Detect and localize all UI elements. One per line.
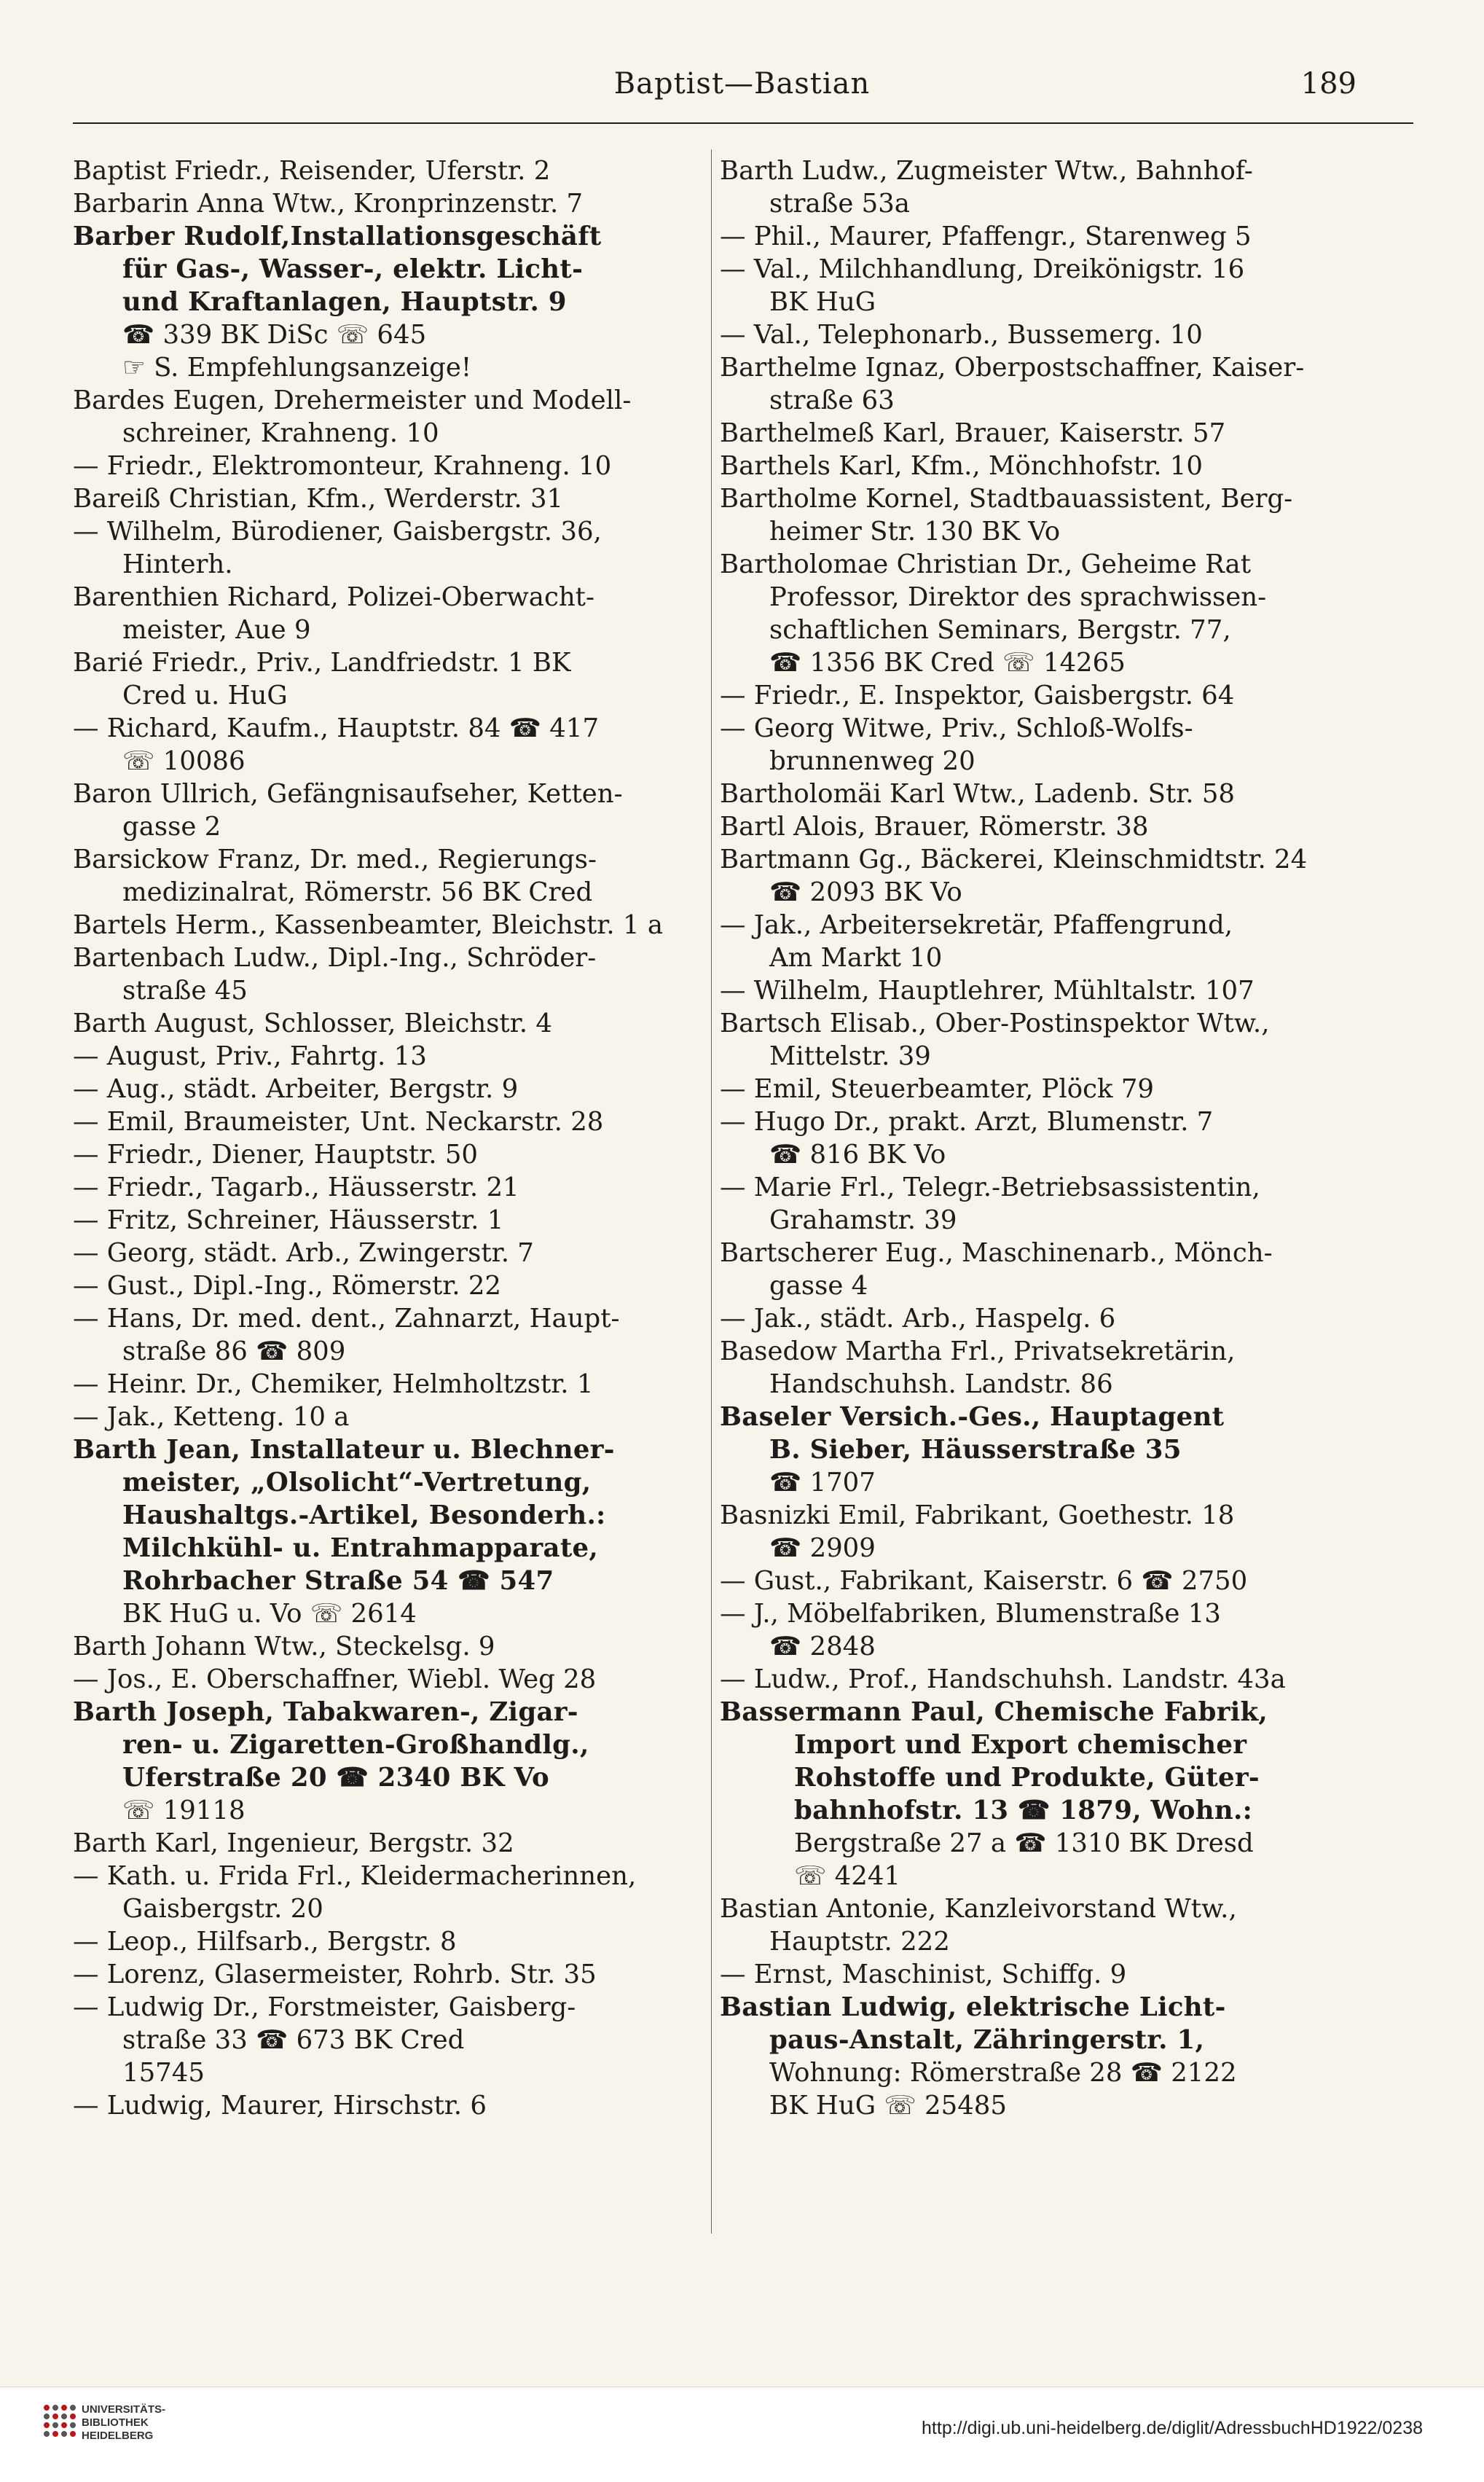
directory-entry-line: brunnenweg 20 [769,746,975,776]
directory-entry-line: Bastian Antonie, Kanzleivorstand Wtw., [720,1894,1237,1924]
directory-entry-line: ☎ 2909 [769,1533,876,1563]
directory-entry-line: Baron Ullrich, Gefängnisaufseher, Ketten- [73,779,623,809]
directory-entry-line: Baseler Versich.-Ges., Hauptagent [720,1402,1225,1432]
directory-entry-line: — Friedr., Diener, Hauptstr. 50 [73,1140,479,1170]
directory-entry-line: — Wilhelm, Hauptlehrer, Mühltalstr. 107 [720,976,1255,1006]
directory-entry-line: Barsickow Franz, Dr. med., Regierungs- [73,845,597,874]
directory-entry-line: Milchkühl- u. Entrahmapparate, [122,1533,599,1563]
directory-entry-line: Bartholomae Christian Dr., Geheime Rat [720,549,1251,579]
directory-entry-line: schreiner, Krahneng. 10 [122,418,439,448]
directory-entry-line: und Kraftanlagen, Hauptstr. 9 [122,287,567,317]
header-rule [73,122,1413,124]
directory-entry-line: Bastian Ludwig, elektrische Licht- [720,1992,1226,2022]
directory-entry-line: Barthelmeß Karl, Brauer, Kaiserstr. 57 [720,418,1226,448]
directory-entry-line: ☏ 4241 [794,1861,901,1891]
directory-entry-line: Barth Johann Wtw., Steckelsg. 9 [73,1632,495,1661]
directory-entry-line: Baptist Friedr., Reisender, Uferstr. 2 [73,156,551,186]
library-name-line: UNIVERSITÄTS- [82,2403,166,2416]
directory-entry-line: Barber Rudolf,Installationsgeschäft [73,222,602,251]
directory-entry-line: für Gas-, Wasser-, elektr. Licht- [122,254,584,284]
directory-entry-line: ☎ 1707 [769,1468,876,1498]
directory-entry-line: Professor, Direktor des sprachwissen- [769,582,1267,612]
directory-entry-line: — Lorenz, Glasermeister, Rohrb. Str. 35 [73,1960,597,1989]
directory-entry-line: — Jos., E. Oberschaffner, Wiebl. Weg 28 [73,1664,597,1694]
directory-entry-line: gasse 2 [122,812,221,842]
directory-entry-line: — Hugo Dr., prakt. Arzt, Blumenstr. 7 [720,1107,1214,1137]
directory-entry-line: — Friedr., Elektromonteur, Krahneng. 10 [73,451,612,481]
directory-entry-line: Basedow Martha Frl., Privatsekretärin, [720,1336,1236,1366]
directory-entry-line: B. Sieber, Häusserstraße 35 [769,1435,1182,1465]
directory-entry-line: — Val., Milchhandlung, Dreikönigstr. 16 [720,254,1245,284]
directory-entry-line: — Richard, Kaufm., Hauptstr. 84 ☎ 417 [73,713,600,743]
directory-entry-line: Rohrbacher Straße 54 ☎ 547 [122,1566,554,1596]
directory-entry-line: — Val., Telephonarb., Bussemerg. 10 [720,320,1203,350]
directory-entry-line: — Georg, städt. Arb., Zwingerstr. 7 [73,1238,534,1268]
directory-entry-line: Am Markt 10 [769,943,943,973]
directory-entry-line: — Gust., Dipl.-Ing., Römerstr. 22 [73,1271,502,1301]
directory-entry-line: heimer Str. 130 BK Vo [769,517,1061,547]
directory-entry-line: — Ludw., Prof., Handschuhsh. Landstr. 43a [720,1664,1286,1694]
directory-entry-line: BK HuG [769,287,876,317]
page-header [0,67,1484,111]
directory-entry-line: Bartmann Gg., Bäckerei, Kleinschmidtstr. 24 [720,845,1308,874]
directory-entry-line: Uferstraße 20 ☎ 2340 BK Vo [122,1763,550,1793]
directory-entry-line: BK HuG ☏ 25485 [769,2091,1007,2121]
directory-entry-line: — August, Priv., Fahrtg. 13 [73,1041,427,1071]
running-head: Baptist—Bastian [613,67,871,101]
directory-entry-line: — Leop., Hilfsarb., Bergstr. 8 [73,1927,457,1957]
directory-entry-line: — Friedr., Tagarb., Häusserstr. 21 [73,1173,519,1202]
directory-entry-line: Gaisbergstr. 20 [122,1894,323,1924]
directory-entry-line: — J., Möbelfabriken, Blumenstraße 13 [720,1599,1221,1629]
directory-entry-line: meister, Aue 9 [122,615,311,645]
directory-entry-line: — Ernst, Maschinist, Schiffg. 9 [720,1960,1127,1989]
directory-entry-line: BK HuG u. Vo ☏ 2614 [122,1599,417,1629]
directory-entry-line: — Georg Witwe, Priv., Schloß-Wolfs- [720,713,1193,743]
directory-entry-line: medizinalrat, Römerstr. 56 BK Cred [122,877,593,907]
directory-entry-line: straße 53a [769,189,910,219]
directory-entry-line: ren- u. Zigaretten-Großhandlg., [122,1730,589,1760]
directory-entry-line: Cred u. HuG [122,681,288,710]
library-logo-icon [41,2402,76,2437]
directory-entry-line: Basnizki Emil, Fabrikant, Goethestr. 18 [720,1500,1235,1530]
directory-entry-line: Bartels Herm., Kassenbeamter, Bleichstr. 1 a [73,910,663,940]
directory-entry-line: Handschuhsh. Landstr. 86 [769,1369,1113,1399]
directory-entry-line: Barth August, Schlosser, Bleichstr. 4 [73,1009,552,1038]
directory-entry-line: paus-Anstalt, Zähringerstr. 1, [769,2025,1205,2055]
directory-entry-line: Grahamstr. 39 [769,1205,957,1235]
directory-entry-line: Barbarin Anna Wtw., Kronprinzenstr. 7 [73,189,584,219]
source-url[interactable]: http://digi.ub.uni-heidelberg.de/diglit/AdressbuchHD1922/0238 [922,2418,1423,2438]
directory-entry-line: Barth Jean, Installateur u. Blechner- [73,1435,615,1465]
directory-entry-line: ☏ 10086 [122,746,246,776]
directory-entry-line: Rohstoffe und Produkte, Güter- [794,1763,1260,1793]
directory-entry-line: — Hans, Dr. med. dent., Zahnarzt, Haupt- [73,1304,620,1334]
directory-entry-line: bahnhofstr. 13 ☎ 1879, Wohn.: [794,1796,1253,1825]
directory-entry-line: — Ludwig Dr., Forstmeister, Gaisberg- [73,1992,576,2022]
directory-entry-line: — Emil, Braumeister, Unt. Neckarstr. 28 [73,1107,604,1137]
page-number: 189 [1300,67,1357,101]
directory-entry-line: Bardes Eugen, Drehermeister und Modell- [73,385,632,415]
directory-entry-line: — Emil, Steuerbeamter, Plöck 79 [720,1074,1155,1104]
directory-entry-line: ☎ 339 BK DiSc ☏ 645 [122,320,427,350]
column-divider [711,149,712,2234]
directory-entry-line: Hauptstr. 222 [769,1927,950,1957]
directory-entry-line: Bartholme Kornel, Stadtbauassistent, Berg- [720,484,1293,514]
directory-entry-line: Mittelstr. 39 [769,1041,931,1071]
directory-entry-line: Bartholomäi Karl Wtw., Ladenb. Str. 58 [720,779,1236,809]
directory-entry-line: — Jak., städt. Arb., Haspelg. 6 [720,1304,1116,1334]
directory-entry-line: — Kath. u. Frida Frl., Kleidermacherinnen, [73,1861,637,1891]
footer [0,2387,1484,2482]
directory-entry-line: — Wilhelm, Bürodiener, Gaisbergstr. 36, [73,517,602,547]
directory-entry-line: ☎ 816 BK Vo [769,1140,946,1170]
directory-entry-line: Barthels Karl, Kfm., Mönchhofstr. 10 [720,451,1203,481]
directory-entry-line: Bartsch Elisab., Ober-Postinspektor Wtw., [720,1009,1270,1038]
library-name-line: HEIDELBERG [82,2430,154,2442]
library-name-line: BIBLIOTHEK [82,2416,149,2429]
library-name [82,2403,165,2443]
directory-entry-line: straße 45 [122,976,248,1006]
directory-entry-line: Wohnung: Römerstraße 28 ☎ 2122 [769,2058,1237,2088]
directory-entry-line: Haushaltgs.-Artikel, Besonderh.: [122,1500,606,1530]
right-column [720,154,1410,2122]
directory-entry-line: — Marie Frl., Telegr.-Betriebsassistentin, [720,1173,1260,1202]
directory-entry-line: Bartscherer Eug., Maschinenarb., Mönch- [720,1238,1273,1268]
directory-entry-line: straße 86 ☎ 809 [122,1336,346,1366]
directory-entry-line: — Fritz, Schreiner, Häusserstr. 1 [73,1205,504,1235]
directory-entry-line: — Ludwig, Maurer, Hirschstr. 6 [73,2091,487,2121]
directory-entry-line: Bartenbach Ludw., Dipl.-Ing., Schröder- [73,943,597,973]
directory-entry-line: Barth Ludw., Zugmeister Wtw., Bahnhof- [720,156,1253,186]
directory-entry-line: ☏ 19118 [122,1796,246,1825]
directory-entry-line: ☎ 2848 [769,1632,876,1661]
directory-entry-line: Barth Joseph, Tabakwaren-, Zigar- [73,1697,578,1727]
directory-entry-line: gasse 4 [769,1271,868,1301]
directory-entry-line: Import und Export chemischer [794,1730,1247,1760]
directory-entry-line: — Friedr., E. Inspektor, Gaisbergstr. 64 [720,681,1235,710]
left-column [73,154,707,2122]
directory-entry-line: ☎ 1356 BK Cred ☏ 14265 [769,648,1126,678]
directory-entry-line: 15745 [122,2058,205,2088]
directory-entry-line: Bassermann Paul, Chemische Fabrik, [720,1697,1268,1727]
directory-entry-line: Barenthien Richard, Polizei-Oberwacht- [73,582,594,612]
directory-entry-line: Bergstraße 27 a ☎ 1310 BK Dresd [794,1828,1254,1858]
directory-entry-line: Hinterh. [122,549,233,579]
directory-entry-line: — Jak., Ketteng. 10 a [73,1402,350,1432]
directory-entry-line: Barth Karl, Ingenieur, Bergstr. 32 [73,1828,514,1858]
directory-entry-line: — Jak., Arbeitersekretär, Pfaffengrund, [720,910,1233,940]
directory-entry-line: ☎ 2093 BK Vo [769,877,962,907]
directory-entry-line: schaftlichen Seminars, Bergstr. 77, [769,615,1231,645]
directory-entry-line: — Heinr. Dr., Chemiker, Helmholtzstr. 1 [73,1369,594,1399]
directory-entry-line: meister, „Olsolicht“-Vertretung, [122,1468,592,1498]
directory-entry-line: — Aug., städt. Arbeiter, Bergstr. 9 [73,1074,519,1104]
directory-entry-line: ☞ S. Empfehlungsanzeige! [122,353,472,383]
directory-entry-line: — Phil., Maurer, Pfaffengr., Starenweg 5 [720,222,1252,251]
directory-entry-line: Bartl Alois, Brauer, Römerstr. 38 [720,812,1149,842]
directory-entry-line: straße 63 [769,385,895,415]
directory-entry-line: Bareiß Christian, Kfm., Werderstr. 31 [73,484,564,514]
directory-entry-line: Barthelme Ignaz, Oberpostschaffner, Kaiser- [720,353,1305,383]
directory-entry-line: — Gust., Fabrikant, Kaiserstr. 6 ☎ 2750 [720,1566,1248,1596]
directory-entry-line: straße 33 ☎ 673 BK Cred [122,2025,465,2055]
directory-entry-line: Barié Friedr., Priv., Landfriedstr. 1 BK [73,648,571,678]
